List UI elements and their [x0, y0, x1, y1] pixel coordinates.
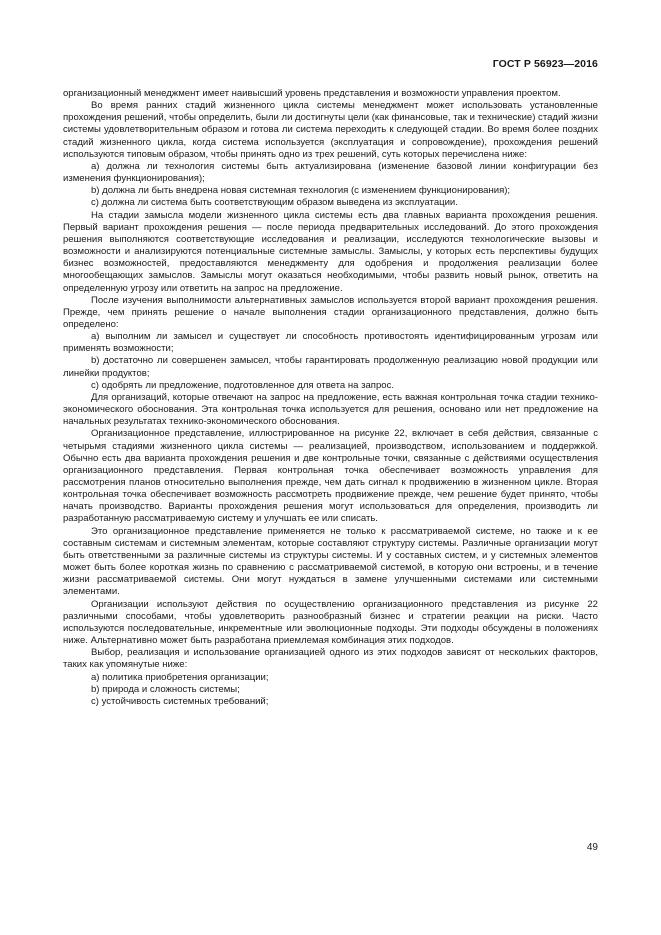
paragraph: организационный менеджмент имеет наивысший уровень представления и возможности управления проектом. — [63, 88, 561, 99]
page-number: 49 — [586, 842, 598, 853]
list-item: a) политика приобретения организации; — [91, 671, 269, 683]
list-item: c) устойчивость системных требований; — [91, 695, 269, 707]
list-item: b) природа и сложность системы; — [91, 683, 240, 695]
list-item: b) должна ли быть внедрена новая системная технология (с изменением функционирования); — [91, 185, 511, 197]
paragraph: Во время ранних стадий жизненного цикла системы менеджмент может использовать установленные прохождения решений, чтобы определить, были ли достигнуты цели (как финансовые, так и технические) стадий жизни системы удовлетворительным образом и готова ли система переходить к следующей стадии. Во время более поздних стадий жизненного цикла, когда система используется (эксплуатация и сопровождение), прохождения решений используются типовым образом, чтобы принять одно из трех решений, суть которых перечислена ниже: — [63, 100, 598, 160]
paragraph: После изучения выполнимости альтернативных замыслов используется второй вариант прохождения решения. Прежде, чем принять решение о начале выполнения стадии организационного представления, должно быть определено: — [63, 294, 598, 330]
list-item: c) одобрять ли предложение, подготовленное для ответа на запрос. — [91, 379, 395, 391]
list-item: b) достаточно ли совершенен замысел, чтобы гарантировать продолженную реализацию новой продукции или линейки продуктов; — [63, 355, 598, 379]
list-item: a) выполним ли замысел и существует ли способность противостоять идентифицированным угрозам или применять возможности; — [63, 331, 598, 355]
paragraph: Организации используют действия по осуществлению организационного представления из рисунке 22 различными способами, чтобы удовлетворить разнообразный бизнес и стратегии реакции на риски. Часто используются последовательные, инкрементные или эволюционные подходы. Эти подходы обсуждены в положениях ниже. Альтернативно может быть разработана приемлемая комбинация этих подходов. — [63, 598, 598, 647]
list-item: c) должна ли система быть соответствующим образом выведена из эксплуатации. — [91, 197, 458, 209]
paragraph: Организационное представление, иллюстрированное на рисунке 22, включает в себя действия, связанные с четырьмя стадиями жизненного цикла системы — реализацией, производством, использованием и поддержкой. Обычно есть два варианта прохождения решения и две контрольные точки, связанные с действиями осуществления организационного представления. Первая контрольная точка обеспечивает возможность управления для рассмотрения планов относительно выполнения прежде, чем дать сигнал к продвижению в жизненном цикле. Вторая контрольная точка обеспечивает возможность рассмотреть продвижение прежде, чем решение будет принято, чтобы начать производство. Варианты прохождения решения могут использоваться для определения, производить ли разработанную рассматриваемую систему и улучшать ее или списать. — [63, 428, 598, 525]
document-header: ГОСТ Р 56923—2016 — [492, 58, 598, 70]
list-item: a) должна ли технология системы быть актуализирована (изменение базовой линии конфигурации без изменения функционирования); — [63, 160, 598, 185]
document-body — [63, 88, 598, 708]
paragraph: Для организаций, которые отвечают на запрос на предложение, есть важная контрольная точка стадии технико-экономического обоснования. Эта контрольная точка используется для решения, основано или нет предложение на начальных результатах технико-экономического обоснования. — [63, 391, 598, 428]
paragraph: На стадии замысла модели жизненного цикла системы есть два главных варианта прохождения решения. Первый вариант прохождения решения — после периода предварительных исследований. До этого прохождения решения выполняются соответствующие исследования и реализации, исследуются технологические вызовы и возможности и анализируются потенциальные системные замыслы. Замыслы, у которых есть перспективы будущих бизнес возможностей, предоставляются менеджменту для одобрения и продолжения реализации более многообещающих замыслов. Замыслы могут оказаться необходимыми, чтобы развить новый рынок, ответить на определенную угрозу или ответить на запрос на предложение. — [63, 209, 598, 294]
paragraph: Выбор, реализация и использование организацией одного из этих подходов зависят от нескольких факторов, таких как упомянутые ниже: — [63, 647, 598, 671]
paragraph: Это организационное представление применяется не только к рассматриваемой системе, но также и к ее составным системам и системным элементам, которые составляют структуру системы. Различные организации могут быть ответственными за различные системы из структуры системы. И у составных систем, и у системных элементов может быть более короткая жизнь по сравнению с рассматриваемой системой, в которую они встроены, и в течение жизни рассматриваемой системы. Они могут нуждаться в замене улучшенными системами или системными элементами. — [63, 525, 598, 598]
